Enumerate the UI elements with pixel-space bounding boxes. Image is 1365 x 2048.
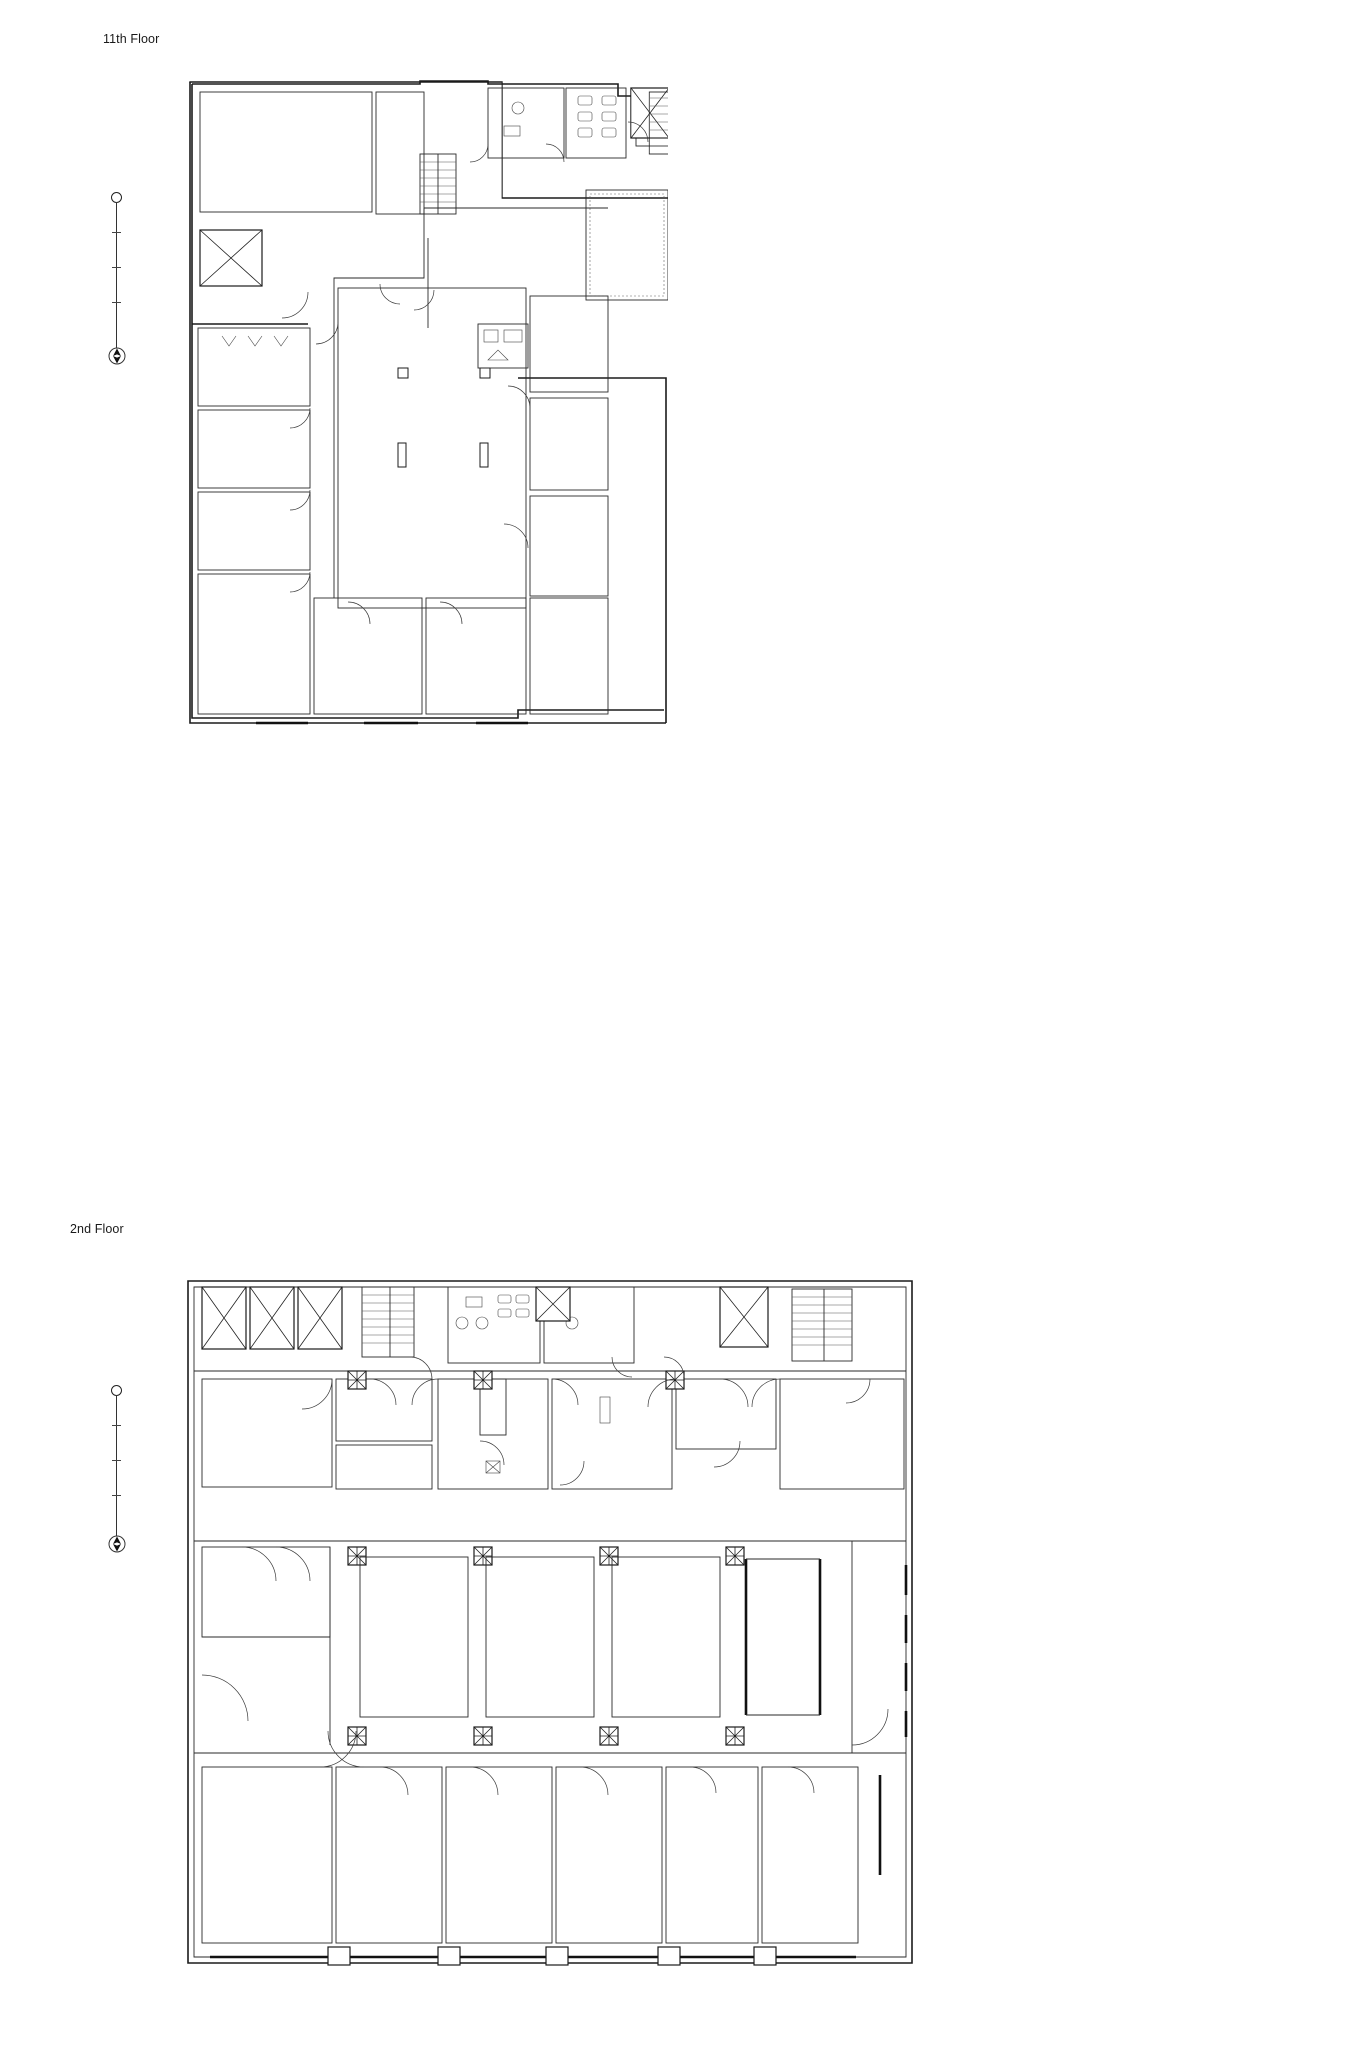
north-arrow-tick [112,1425,121,1426]
exterior-walls [192,81,668,718]
rooms-west-stack [198,328,310,714]
north-arrow-stem [116,202,117,350]
structural-columns [348,1371,744,1745]
north-arrow-2nd-floor [107,1385,129,1565]
rooms-band-second [202,1379,904,1489]
rooms-south [314,598,608,714]
structural-column [398,368,408,378]
structural-column [398,443,406,467]
floor-plan-2-drawing [180,1275,920,1975]
north-arrow-tick [112,1495,121,1496]
stair-north-west [362,1287,414,1357]
structural-column [480,368,490,378]
north-arrow-tick [112,302,121,303]
terrace-east [586,190,668,300]
room-northwest-large [200,92,424,214]
rooms-south-row [202,1767,880,1943]
floor-plan-2nd-floor [180,1275,920,1975]
plan-title-2nd-floor: 2nd Floor [70,1222,124,1236]
north-arrow-11th-floor [107,192,129,377]
rooms-east-middle [852,1541,906,1753]
elevator-bank-north [202,1287,342,1349]
north-arrow-tick [112,267,121,268]
seating-glyphs [222,336,288,346]
stair-northwest [420,154,456,214]
north-arrow-stem [116,1395,117,1538]
exterior-walls [188,1281,912,1963]
stair-northeast [792,1289,852,1361]
elevator-shaft-northeast [720,1287,768,1347]
rooms-east-lower [478,296,608,596]
floor-plan-11-drawing [188,78,668,728]
plumbing-fixtures [504,96,616,137]
north-arrow-tick [112,232,121,233]
door-swings [302,1357,870,1795]
central-hall [194,1541,906,1753]
rooms-west-middle [202,1547,330,1745]
kitchenette-fixtures [484,330,522,360]
north-arrow-tick [112,1460,121,1461]
plan-title-11th-floor: 11th Floor [103,32,160,46]
structural-column [480,443,488,467]
elevator-shaft-center [536,1287,570,1321]
elevator-shaft-northwest [200,230,262,286]
corridor-central [334,208,608,598]
north-arrow-head [108,347,126,365]
north-arrow-head [108,1535,126,1553]
floor-plan-11th-floor [188,78,668,728]
